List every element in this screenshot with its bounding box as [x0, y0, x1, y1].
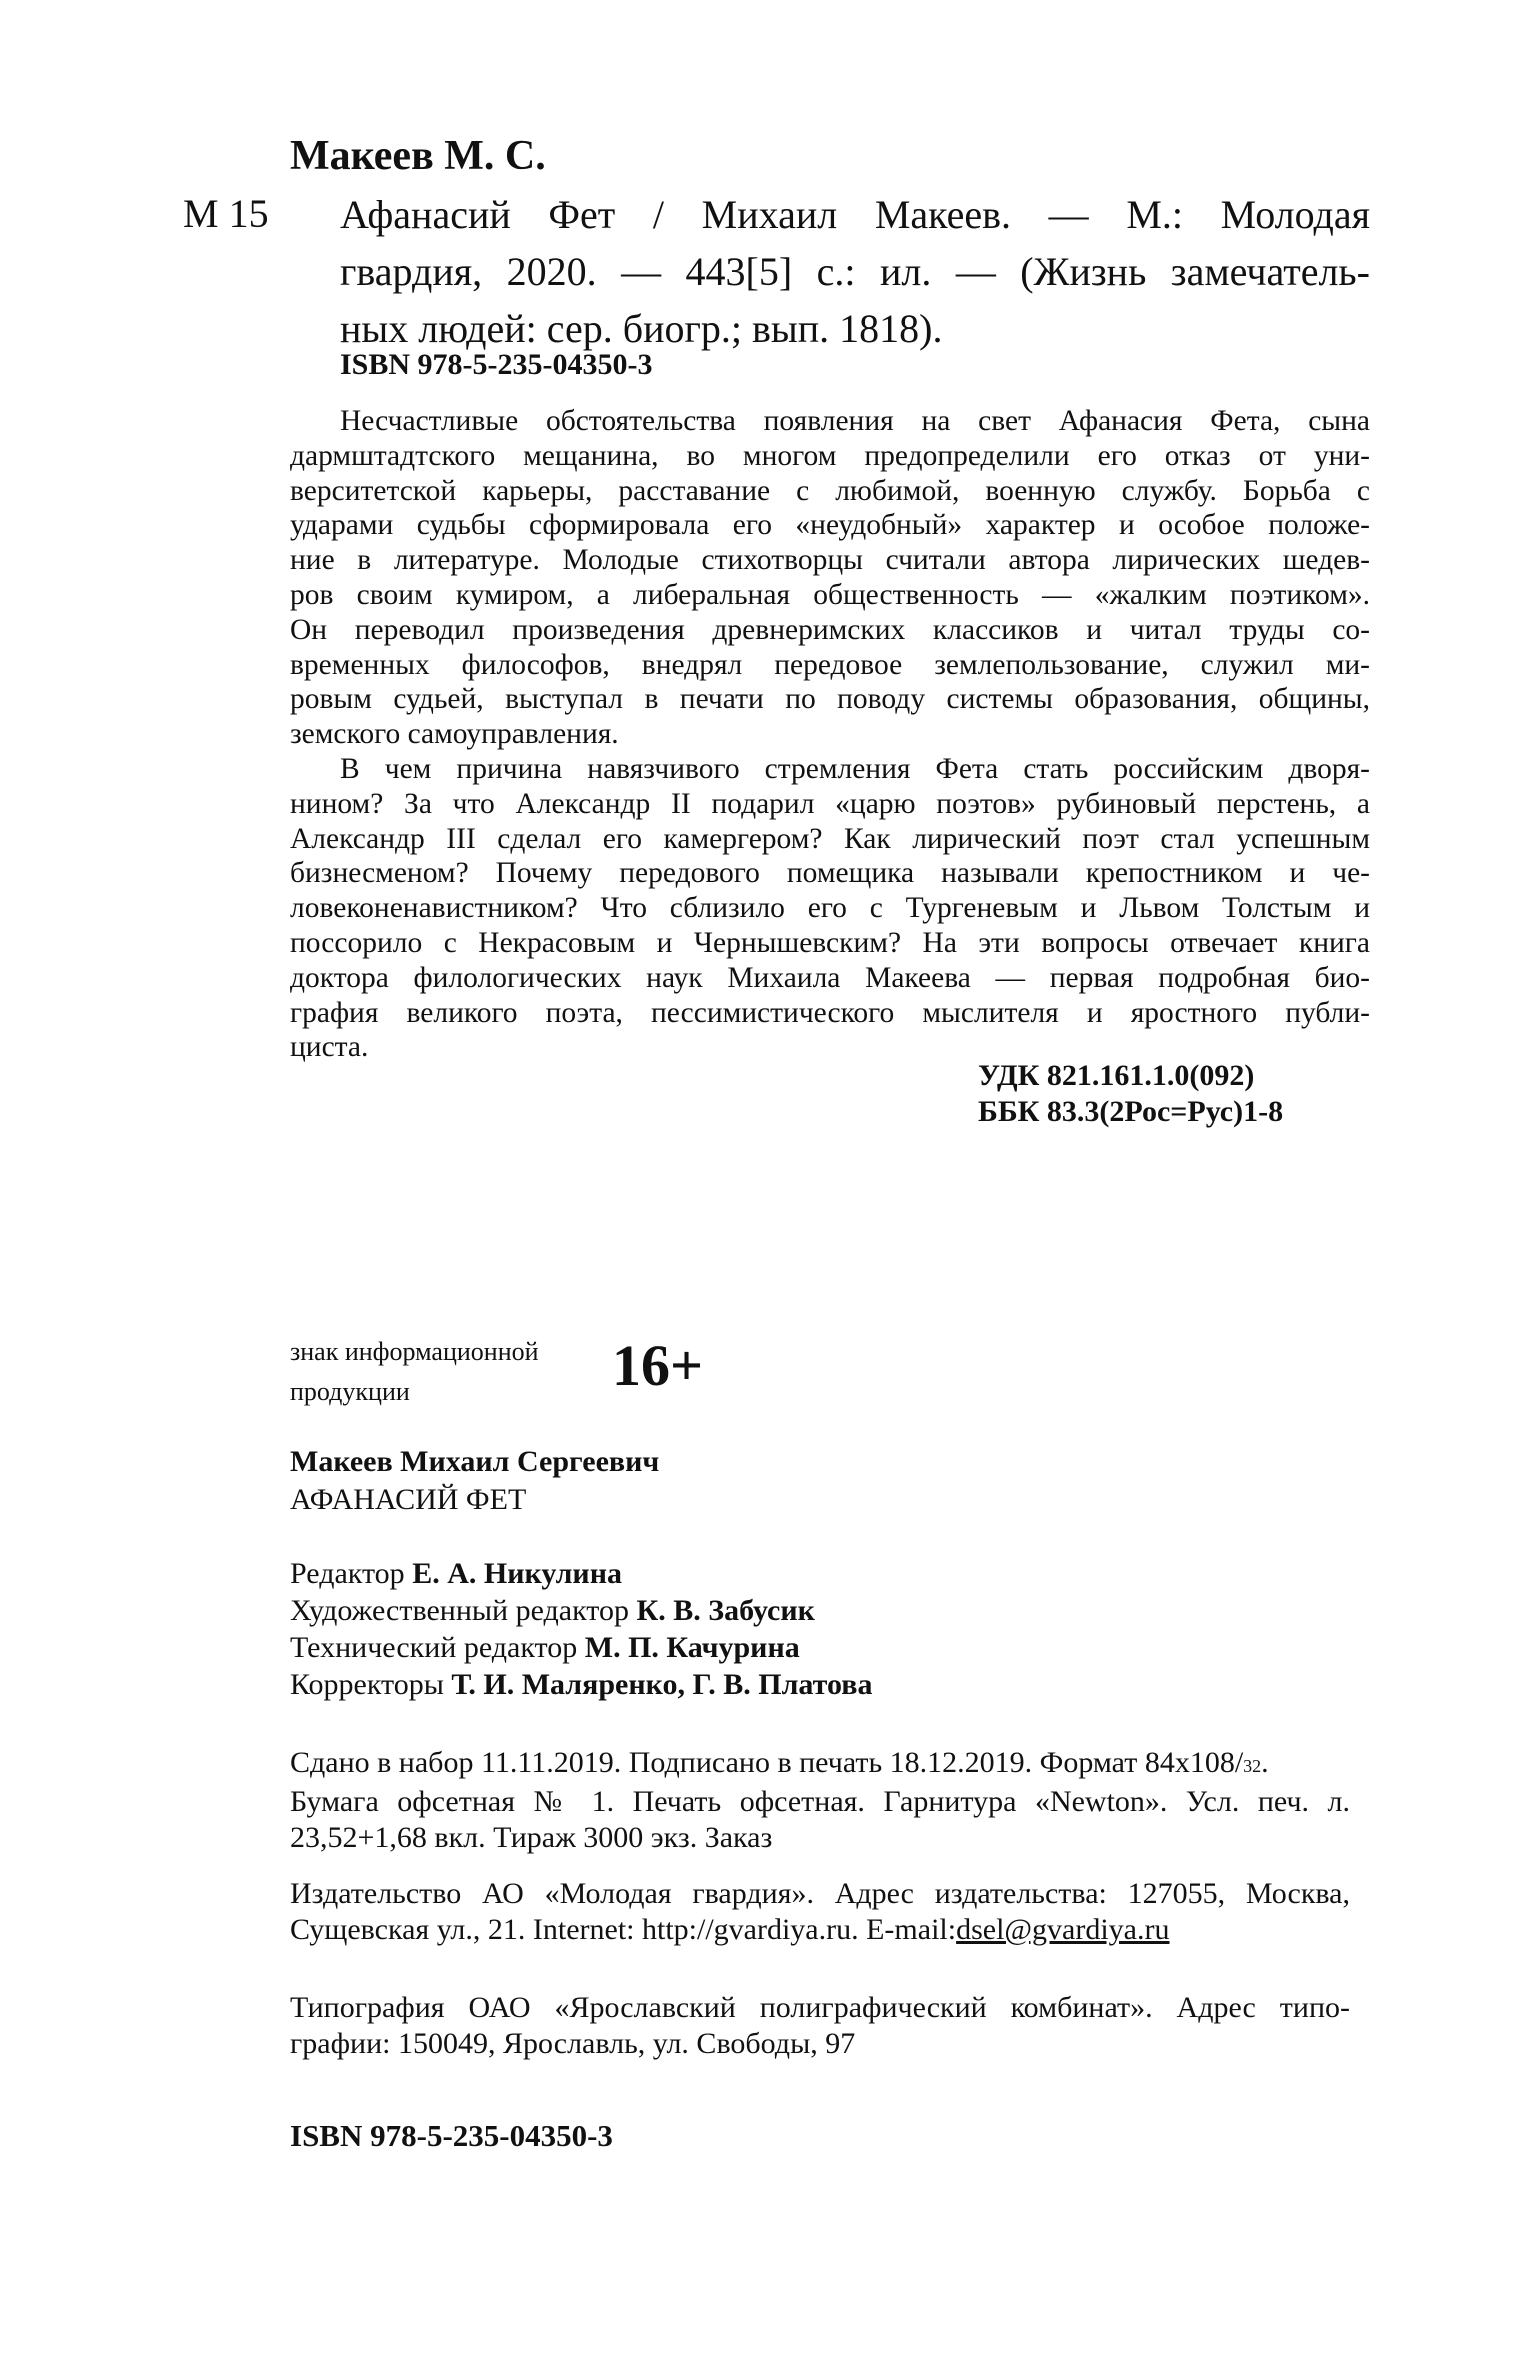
credits [290, 1555, 872, 1703]
imprint-author: Макеев Михаил Сергеевич [290, 1445, 660, 1478]
print-details [290, 1745, 1350, 1856]
abstract-line: доктора филологических наук Михаила Макеева — первая подробная био- [290, 961, 1370, 994]
credit-tech-editor [290, 1629, 872, 1666]
shelfmark-code: М 15 [183, 191, 269, 236]
abstract [290, 404, 1370, 1065]
publisher-line: Издательство АО «Молодая гвардия». Адрес издательства: 127055, Москва, [290, 1877, 1350, 1910]
credit-name: М. П. Качурина [584, 1631, 800, 1664]
abstract-line: ловеконенавистником? Что сблизило его с Тургеневым и Львом Толстым и [290, 892, 1370, 925]
abstract-line: Он переводил произведения древнеримских классиков и читал труды со- [290, 613, 1370, 646]
abstract-line: земского самоуправления. [290, 718, 619, 751]
abstract-line: поссорило с Некрасовым и Чернышевским? На эти вопросы отвечает книга [290, 926, 1370, 959]
abstract-line: нином? За что Александр II подарил «царю поэтов» рубиновый перстень, а [290, 787, 1370, 820]
biblio-line: гвардия, 2020. — 443[5] с.: ил. — (Жизнь замечатель- [340, 249, 1370, 294]
credit-editor [290, 1555, 872, 1592]
publisher-info [290, 1876, 1350, 1948]
credit-name: К. В. Забусик [636, 1594, 815, 1627]
abstract-line: ров своим кумиром, а либеральная общественность — «жалким поэтиком». [290, 578, 1370, 611]
abstract-line: бизнесменом? Почему передового помещика называли крепостником и че- [290, 857, 1370, 890]
abstract-line: временных философов, внедрял передовое землепользование, служил ми- [290, 648, 1370, 681]
classification-codes [978, 1058, 1283, 1130]
abstract-line: Александр III сделал его камергером? Как лирический поэт стал успешным [290, 822, 1370, 855]
credit-role: Художественный редактор [290, 1594, 629, 1627]
age-rating-label-line: продукции [290, 1377, 410, 1406]
publisher-line-text: Сущевская ул., 21. Internet: http://gvardiya.ru. E-mail: [290, 1913, 957, 1946]
age-rating-label [290, 1332, 539, 1412]
format-fraction: 32 [1243, 1756, 1262, 1776]
printer-info [290, 1990, 1350, 2062]
print-line: 23,52+1,68 вкл. Тираж 3000 экз. Заказ [290, 1821, 773, 1854]
credit-role: Технический редактор [290, 1631, 578, 1664]
publisher-line [290, 1912, 1350, 1948]
abstract-line: ровым судьей, выступал в печати по поводу системы образования, общины, [290, 683, 1370, 716]
print-line [290, 1745, 1350, 1784]
publisher-email-link[interactable]: dsel@gvardiya.ru [956, 1913, 1170, 1946]
credit-role: Редактор [290, 1557, 405, 1590]
isbn-top: ISBN 978-5-235-04350-3 [340, 348, 653, 381]
credit-proofreaders [290, 1666, 872, 1703]
biblio-line: Афанасий Фет / Михаил Макеев. — М.: Молодая [340, 192, 1370, 237]
credit-role: Корректоры [290, 1668, 444, 1701]
credit-name: Е. А. Никулина [412, 1557, 622, 1590]
credit-art-editor [290, 1592, 872, 1629]
age-rating-label-line: знак информационной [290, 1337, 539, 1366]
print-line-text: Сдано в набор 11.11.2019. Подписано в печать 18.12.2019. Формат 84х108/ [290, 1746, 1244, 1779]
udc-code: УДК 821.161.1.0(092) [978, 1059, 1255, 1092]
abstract-line: ние в литературе. Молодые стихотворцы считали автора лирических шедев- [290, 544, 1370, 577]
bibliographic-description [340, 186, 1370, 357]
printer-line: Типография ОАО «Ярославский полиграфический комбинат». Адрес типо- [290, 1991, 1350, 2024]
bbk-code: ББК 83.3(2Рос=Рус)1-8 [978, 1095, 1284, 1128]
print-line-end: . [1261, 1746, 1269, 1779]
age-rating-value: 16+ [612, 1333, 704, 1398]
author-heading: Макеев М. С. [290, 133, 546, 179]
biblio-line: ных людей: сер. биогр.; вып. 1818). [340, 306, 943, 351]
credit-name: Т. И. Маляренко, Г. В. Платова [451, 1668, 873, 1701]
abstract-line: графия великого поэта, пессимистического мыслителя и яростного публи- [290, 996, 1370, 1029]
abstract-line: верситетской карьеры, расставание с любимой, военную службу. Борьба с [290, 474, 1370, 507]
print-line: Бумага офсетная № 1. Печать офсетная. Гарнитура «Newton». Усл. печ. л. [290, 1785, 1350, 1818]
abstract-line: В чем причина навязчивого стремления Фета стать российским дворя- [340, 752, 1370, 785]
isbn-bottom: ISBN 978-5-235-04350-3 [290, 2118, 613, 2153]
abstract-line: дармштадтского мещанина, во многом предопределили его отказ от уни- [290, 439, 1370, 472]
abstract-line: ударами судьбы сформировала его «неудобный» характер и особое положе- [290, 509, 1370, 542]
printer-line: графии: 150049, Ярославль, ул. Свободы, 97 [290, 2027, 856, 2060]
imprint-title: АФАНАСИЙ ФЕТ [290, 1483, 527, 1516]
abstract-line: Несчастливые обстоятельства появления на свет Афанасия Фета, сына [340, 405, 1370, 437]
abstract-line: циста. [290, 1031, 369, 1064]
